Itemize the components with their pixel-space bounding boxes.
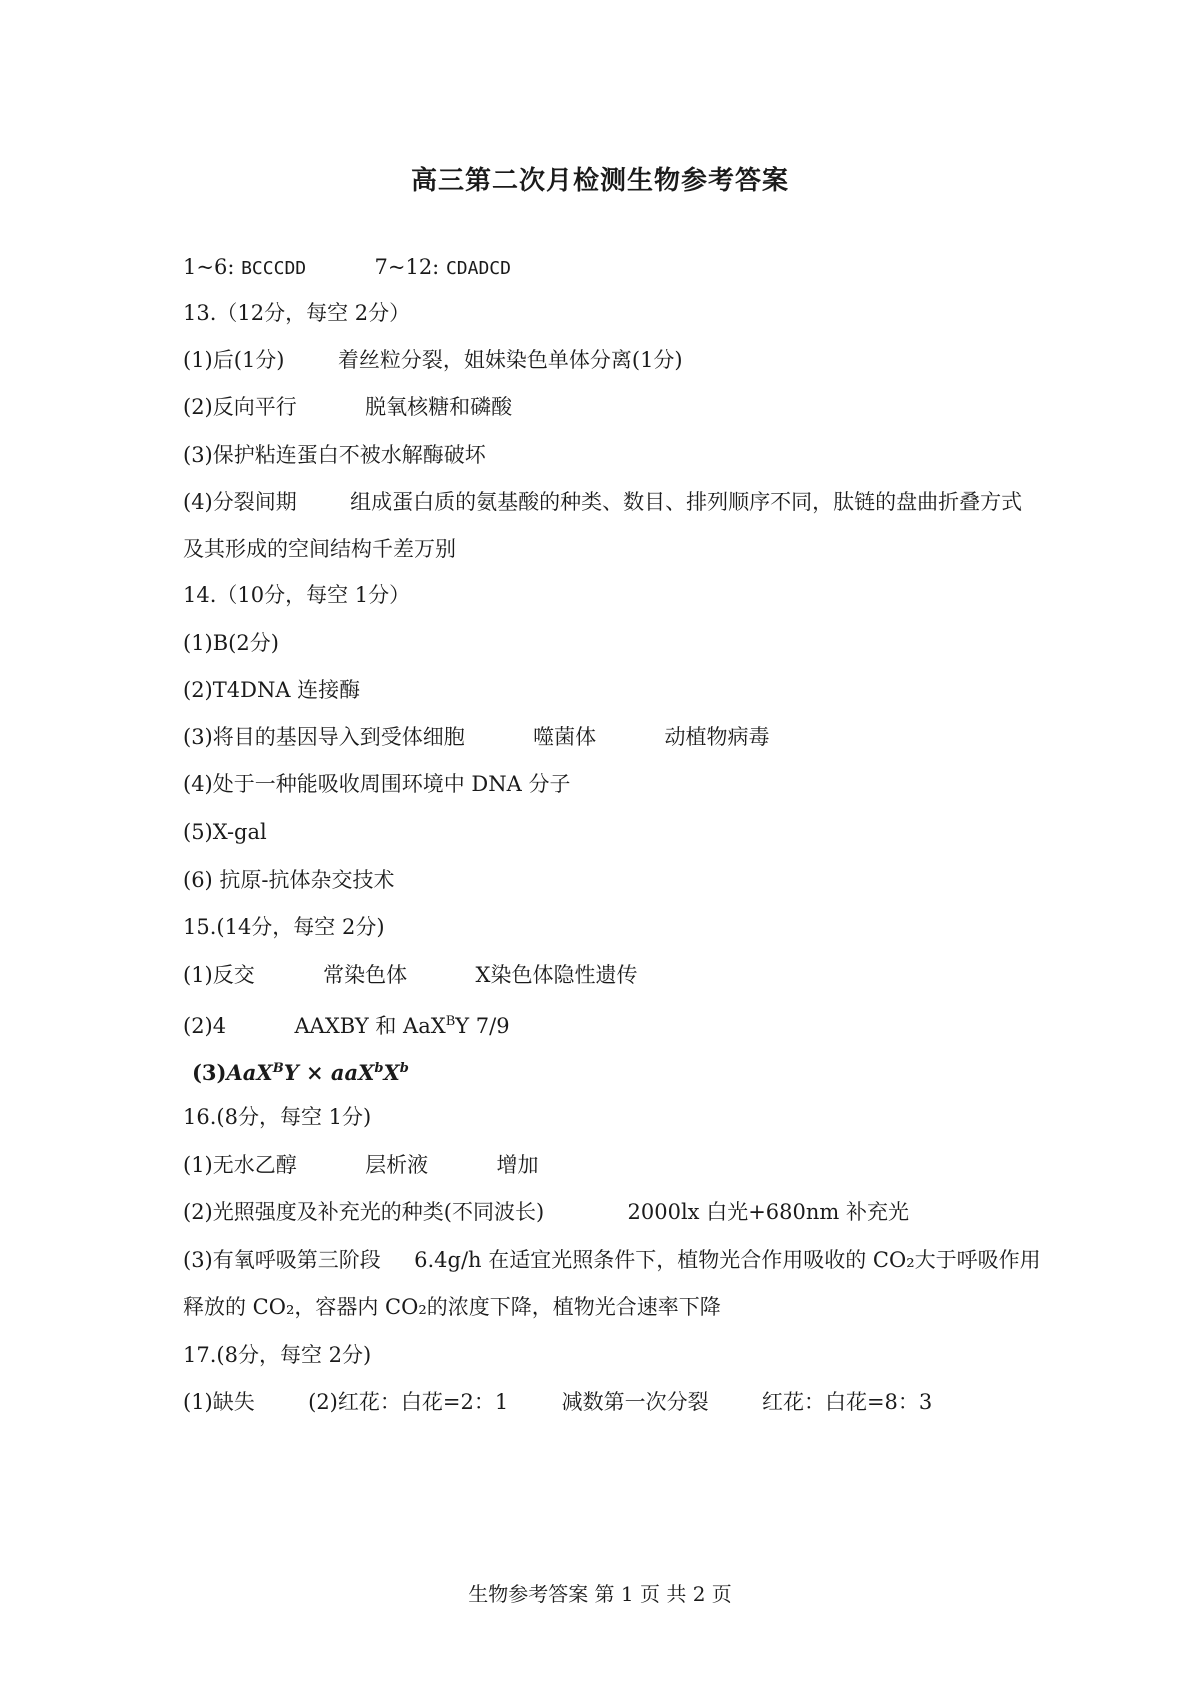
- q17-1-part-a: (1)缺失: [183, 1390, 255, 1414]
- q13-answer-2: [183, 392, 512, 422]
- q15-answer-1: [183, 960, 637, 990]
- q13-answer-3: (3)保护粘连蛋白不被水解酶破坏: [183, 443, 486, 467]
- q13-1-part-b: 着丝粒分裂，姐妹染色单体分离(1分): [337, 348, 683, 372]
- mc-part1-label: 1~6:: [183, 255, 235, 279]
- q14-3-part-b: 噬菌体: [533, 725, 597, 749]
- q15-1-part-c: X染色体隐性遗传: [475, 963, 638, 987]
- q14-answer-6: (6) 抗原-抗体杂交技术: [183, 868, 395, 892]
- q14-answer-4: (4)处于一种能吸收周围环境中 DNA 分子: [183, 772, 571, 796]
- q15-2-superscript: B: [445, 1014, 456, 1029]
- multiple-choice-line: [183, 252, 511, 284]
- q15-3-sup-2: b: [374, 1061, 384, 1076]
- q16-1-part-c: 增加: [496, 1153, 539, 1177]
- q17-2-part-c: 红花：白花=8：3: [761, 1390, 933, 1414]
- page-footer: 生物参考答案 第 1 页 共 2 页: [468, 1582, 732, 1606]
- q14-header: 14.（10分，每空 1分）: [183, 583, 411, 607]
- q13-2-part-a: (2)反向平行: [183, 395, 297, 419]
- q16-answer-1: [183, 1150, 539, 1180]
- q15-2-part-a: (2)4: [183, 1014, 227, 1038]
- q16-answer-2: [183, 1197, 909, 1227]
- q14-answer-3: [183, 722, 770, 752]
- q14-answer-2: (2)T4DNA 连接酶: [183, 678, 361, 702]
- q16-answer-3: [183, 1245, 1041, 1275]
- q16-3-part-a: (3)有氧呼吸第三阶段: [183, 1248, 381, 1272]
- mc-part2-answers: CDADCD: [445, 258, 511, 279]
- q15-3-math-a: AaX: [226, 1060, 273, 1085]
- q13-4-part-a: (4)分裂间期: [183, 490, 297, 514]
- q14-answer-1: (1)B(2分): [183, 631, 279, 655]
- q16-answer-3-cont: 释放的 CO₂，容器内 CO₂的浓度下降，植物光合速率下降: [183, 1295, 721, 1319]
- q16-1-part-a: (1)无水乙醇: [183, 1153, 297, 1177]
- q13-answer-4: [183, 487, 1022, 517]
- q16-2-part-b: 2000lx 白光+680nm 补充光: [627, 1200, 909, 1224]
- q15-3-math-x: X: [383, 1060, 400, 1085]
- q15-3-sup-1: B: [272, 1061, 284, 1076]
- q15-3-prefix: (3): [192, 1060, 227, 1085]
- q17-answer-1: [183, 1387, 932, 1417]
- mc-part2-label: 7~12:: [374, 255, 440, 279]
- q17-header: 17.(8分，每空 2分): [183, 1343, 372, 1367]
- q15-1-part-b: 常染色体: [323, 963, 408, 987]
- q14-answer-5: (5)X-gal: [183, 820, 267, 844]
- page-title: 高三第二次月检测生物参考答案: [410, 166, 789, 196]
- q13-header: 13.（12分，每空 2分）: [183, 301, 411, 325]
- q16-1-part-b: 层析液: [365, 1153, 429, 1177]
- q15-3-sup-3: b: [399, 1061, 409, 1076]
- q15-3-math-mid: Y × aaX: [283, 1060, 375, 1085]
- q16-header: 16.(8分，每空 1分): [183, 1105, 372, 1129]
- q13-2-part-b: 脱氧核糖和磷酸: [365, 395, 513, 419]
- q14-3-part-c: 动植物病毒: [664, 725, 770, 749]
- q15-2-genotype-suffix: Y 7/9: [455, 1014, 510, 1038]
- q13-1-part-a: (1)后(1分): [183, 348, 285, 372]
- q15-1-part-a: (1)反交: [183, 963, 255, 987]
- q13-answer-4-cont: 及其形成的空间结构千差万别: [183, 537, 456, 561]
- q16-2-part-a: (2)光照强度及补充光的种类(不同波长): [183, 1200, 545, 1224]
- q15-answer-2: [183, 1007, 510, 1041]
- q13-answer-1: [183, 345, 683, 375]
- q13-4-part-b: 组成蛋白质的氨基酸的种类、数目、排列顺序不同，肽链的盘曲折叠方式: [350, 490, 1023, 514]
- q17-2-part-a: (2)红花：白花=2：1: [308, 1390, 509, 1414]
- q15-answer-3: [192, 1054, 409, 1088]
- q15-header: 15.(14分，每空 2分): [183, 915, 385, 939]
- mc-part1-answers: BCCCDD: [241, 258, 307, 279]
- q14-3-part-a: (3)将目的基因导入到受体细胞: [183, 725, 465, 749]
- q16-3-part-b: 6.4g/h 在适宜光照条件下，植物光合作用吸收的 CO₂大于呼吸作用: [414, 1248, 1041, 1272]
- q15-2-genotype-prefix: AAXBY 和 AaX: [294, 1014, 446, 1038]
- q17-2-part-b: 减数第一次分裂: [561, 1390, 709, 1414]
